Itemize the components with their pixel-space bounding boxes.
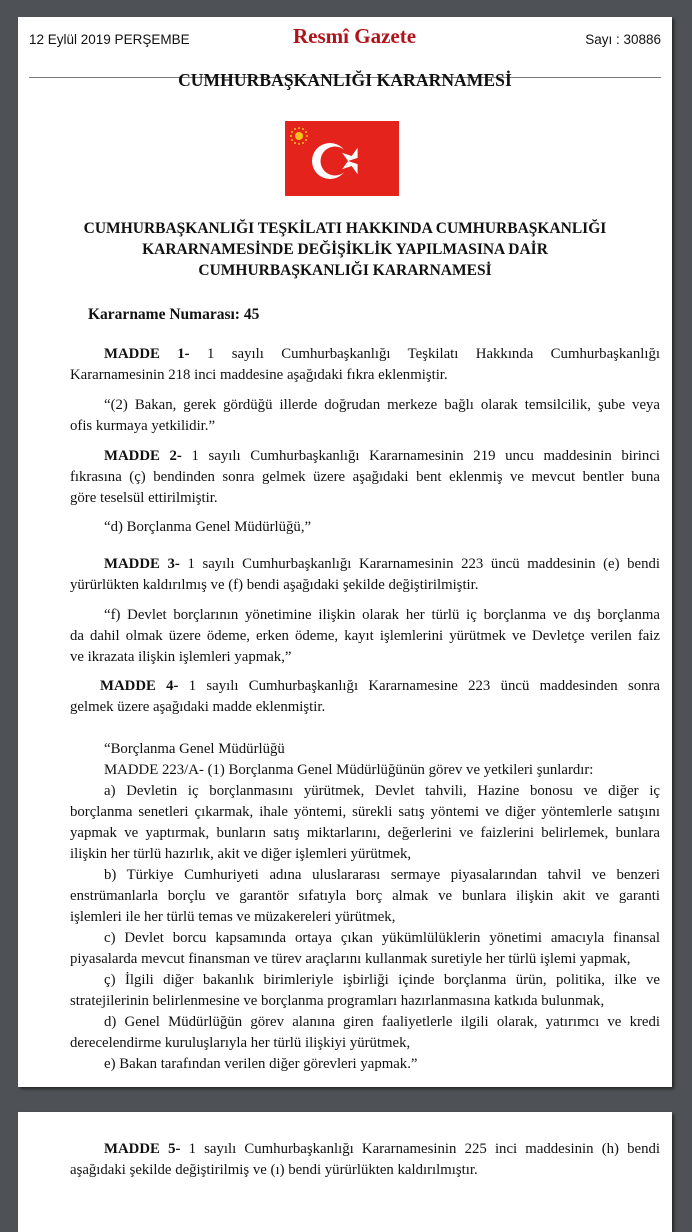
article-label: MADDE 3- <box>104 556 180 572</box>
article-3: MADDE 3- 1 sayılı Cumhurbaşkanlığı Kararnamesinin 223 üncü maddesinin (e) bendi yürürlükten kaldırılmış ve (f) bendi aşağıdaki şekilde değiştirilmiştir. <box>70 556 661 593</box>
article-1: MADDE 1- 1 sayılı Cumhurbaşkanlığı Teşkilatı Hakkında Cumhurbaşkanlığı Kararnamesinin 218 inci maddesine aşağıdaki fıkra eklenmiştir. <box>70 346 660 383</box>
article-label: MADDE 5- <box>104 1141 181 1157</box>
decree-subtitle <box>18 218 672 281</box>
new-article-heading: “Borçlanma Genel Müdürlüğü <box>104 741 285 757</box>
subtitle-line: CUMHURBAŞKANLIĞI KARARNAMESİ <box>198 262 492 279</box>
article-4-new-article: “Borçlanma Genel Müdürlüğü MADDE 223/A- (1) Borçlanma Genel Müdürlüğünün görev ve yetkileri şunlardır: a) Devletin iç borçlanmasını yürütmek, Devlet tahvili, Hazine bonosu ve diğer iç borçlanma senetleri çıkarmak, ihale yöntemi, sürekli satış yöntemi ve diğer yöntemlerle satışını yapmak ve yaptırmak, bunların satış miktarlarını, değerlerini ve faizlerini belirlemek, bunlara ilişkin her türlü hazırlık, akit ve diğer işlemleri yürütmek, b) Türkiye Cumhuriyeti adına uluslararası sermaye piyasalarından tahvil ve benzeri enstrümanlarla borçlu ve garantör sıfatıyla borç almak ve bunlara ilişkin akit ve garanti işlemleri ile her türlü temas ve müzakereleri yürütmek, c) Devlet borcu kapsamında ortaya çıkan yükümlülüklerin yönetimi amacıyla finansal piyasalarda mevcut finansman ve türev araçlarını kullanmak suretiyle her türlü işlemi yapmak, ç) İlgili diğer bakanlık birimleriyle işbirliği içinde borçlanma ürün, politika, ilke ve stratejilerinin belirlenmesine ve borçlanma programları hazırlanmasına katkıda bulunmak, d) Genel Müdürlüğün görev alanına giren faaliyetlerle ilgili olarak, yatırımcı ve kredi derecelendirme kuruluşlarıyla her türlü ilişkiyi yürütmek, e) Bakan tarafından verilen diğer görevleri yapmak.” <box>70 741 660 1072</box>
decree-number <box>88 306 259 324</box>
issue-number: Sayı : 30886 <box>585 32 661 47</box>
article-label: MADDE 1- <box>104 346 190 362</box>
flag-graphic <box>285 121 399 196</box>
article-3-quote: “f) Devlet borçlarının yönetimine ilişkin olarak her türlü iç borçlanma ve dış borçlanma da dahil olmak üzere ödeme, erken ödeme, kayıt işlemlerini yürütmek ve Devletçe verilen faiz ve ikrazata ilişkin işlemleri yapmak,” <box>70 607 660 665</box>
subtitle-line: KARARNAMESİNDE DEĞİŞİKLİK YAPILMASINA DAİR <box>142 241 548 258</box>
article-2: MADDE 2- 1 sayılı Cumhurbaşkanlığı Kararnamesinin 219 uncu maddesinin birinci fıkrasına (ç) bendinden sonra gelmek üzere aşağıdaki bent eklenmiş ve mevcut bentler buna göre teselsül ettirilmiştir. <box>70 448 660 506</box>
document-page-2 <box>18 1112 672 1232</box>
article-label: MADDE 4- <box>100 678 179 694</box>
article-2-quote: “d) Borçlanma Genel Müdürlüğü,” <box>104 519 312 535</box>
presidential-flag-icon <box>285 121 399 196</box>
decree-number-value: 45 <box>243 306 260 323</box>
new-article-intro: MADDE 223/A- (1) Borçlanma Genel Müdürlüğünün görev ve yetkileri şunlardır: <box>104 762 594 778</box>
article-1-quote: “(2) Bakan, gerek gördüğü illerde doğrudan merkeze bağlı olarak temsilcilik, şube veya ofis kurmaya yetkilidir.” <box>70 397 660 434</box>
gazette-header <box>29 17 661 78</box>
article-5: MADDE 5- 1 sayılı Cumhurbaşkanlığı Kararnamesinin 225 inci maddesinin (h) bendi aşağıdaki şekilde değiştirilmiş ve (ı) bendi yürürlükten kaldırılmıştır. <box>70 1141 661 1178</box>
publication-date: 12 Eylül 2019 PERŞEMBE <box>29 32 190 47</box>
article-label: MADDE 2- <box>104 448 182 464</box>
subtitle-line: CUMHURBAŞKANLIĞI TEŞKİLATI HAKKINDA CUMHURBAŞKANLIĞI <box>83 220 607 237</box>
document-page-1 <box>18 17 672 1087</box>
article-4: MADDE 4- 1 sayılı Cumhurbaşkanlığı Kararnamesine 223 üncü maddesinden sonra gelmek üzere aşağıdaki madde eklenmiştir. <box>70 678 660 715</box>
document-title: CUMHURBAŞKANLIĞI KARARNAMESİ <box>178 70 512 90</box>
gazette-title: Resmî Gazete <box>293 24 417 48</box>
decree-number-label: Kararname Numarası: <box>88 306 240 323</box>
